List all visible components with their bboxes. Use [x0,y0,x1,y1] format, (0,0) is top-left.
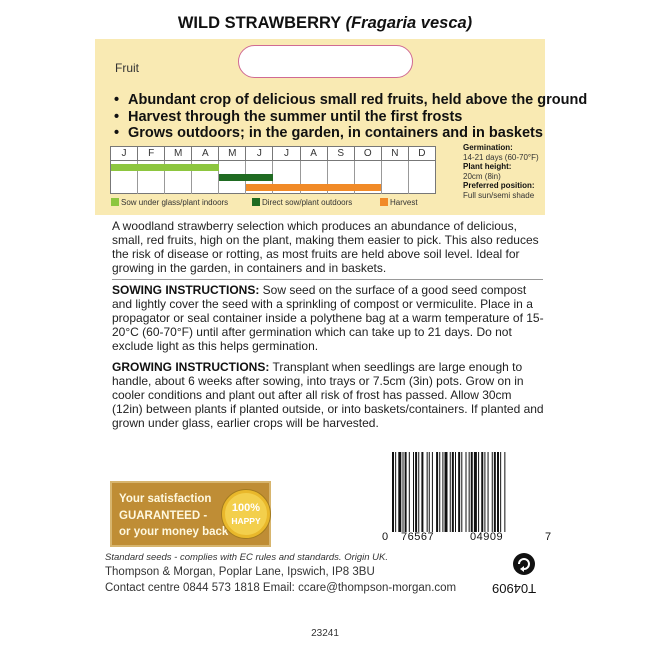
calendar-bar [246,184,381,191]
product-code: T04909 [492,581,537,596]
barcode-bar [429,452,430,532]
legend-swatch [380,198,388,206]
print-number: 23241 [311,628,339,639]
barcode-bar [455,452,456,532]
recycle-icon [513,553,535,575]
feature-item: • Harvest through the summer until the first frosts [114,109,587,126]
month-column [382,161,409,194]
position-label: Preferred position: [463,181,535,190]
legend-swatch [252,198,260,206]
company-address: Thompson & Morgan, Poplar Lane, Ipswich, IP8 3BU [105,566,375,578]
barcode-bar [452,452,454,532]
sowing-heading: SOWING INSTRUCTIONS: [112,283,260,297]
category-label: Fruit [115,61,139,75]
barcode-bar [415,452,417,532]
contact-details: Contact centre 0844 573 1818 Email: ccare@thompson-morgan.com [105,582,457,594]
barcode-bar [500,452,501,532]
month-column [409,161,435,194]
barcode-bar [427,452,428,532]
barcode-digits-left: 76567 [401,531,435,543]
barcode-bar [471,452,473,532]
legend-swatch [111,198,119,206]
guarantee-text: Your satisfaction GUARANTEED - or your money back [119,493,229,538]
product-name: WILD STRAWBERRY [177,14,341,32]
height-label: Plant height: [463,162,512,171]
barcode [392,452,542,532]
height-value: 20cm (8in) [463,171,501,181]
barcode-digit-check: 7 [545,531,552,543]
barcode-bar [409,452,410,532]
barcode-bar [458,452,460,532]
month-label: M [165,147,192,160]
barcode-bar [442,452,443,532]
blank-label-oval [238,45,413,78]
sowing-calendar [110,146,436,194]
barcode-bar [432,452,433,532]
barcode-bar [497,452,499,532]
feature-item: • Grows outdoors; in the garden, in containers and in baskets [114,125,587,142]
barcode-bar [418,452,419,532]
barcode-bar [461,452,462,532]
barcode-bar [436,452,438,532]
sowing-instructions [112,283,544,353]
month-label: N [382,147,409,160]
month-label: A [301,147,328,160]
month-label: D [418,148,426,159]
barcode-bar [450,452,451,532]
product-title [0,14,650,33]
month-label: J [111,147,138,160]
month-label: J [273,147,300,160]
barcode-bar [413,452,414,532]
divider [112,279,543,280]
month-label: M [219,147,246,160]
barcode-bar [403,452,404,532]
month-label: A [192,147,219,160]
barcode-digit-lead: 0 [382,531,389,543]
barcode-digits-right: 04909 [470,531,504,543]
legend-harvest: Harvest [380,198,418,207]
satisfaction-guarantee [110,481,271,547]
happy-seal-icon: 100% HAPPY [222,490,270,538]
barcode-bar [466,452,467,532]
latin-name: (Fragaria vesca) [345,14,473,32]
barcode-bar [405,452,407,532]
barcode-bar [494,452,496,532]
growing-info [463,143,548,200]
barcode-bar [439,452,440,532]
calendar-months [111,147,435,161]
barcode-bar [504,452,505,532]
position-value: Full sun/semi shade [463,190,535,200]
barcode-bar [445,452,448,532]
growing-text: Transplant when seedlings are large enough to handle, about 6 weeks after sowing, into trays or 7.5cm (3in) pots. Grow on in cooler conditions and plant out after all risk of frost has passed. Allow 30cm (12in) between plants if planted outside, or into baskets/containers. If planted and grown under glass, earlier crops will be harvested. [112,360,544,430]
legend-sow-indoors: Sow under glass/plant indoors [111,198,228,207]
barcode-bar [484,452,485,532]
germination-value: 14-21 days (60-70°F) [463,152,539,162]
barcode-bar [395,452,396,532]
calendar-bar [219,174,273,181]
barcode-bar [474,452,477,532]
growing-heading: GROWING INSTRUCTIONS: [112,360,270,374]
barcode-bar [398,452,401,532]
product-description: A woodland strawberry selection which produces an abundance of delicious, small, red fruits, high on the plant, making them easier to pick. This also reduces the risk of disease or rotting, as most fruits are held above soil level. Ideal for growing in the garden, in containers and in baskets. [112,219,539,275]
barcode-bar [478,452,479,532]
month-label: O [355,147,382,160]
feature-item: • Abundant crop of delicious small red fruits, held above the ground [114,92,587,109]
month-label: J [246,147,273,160]
growing-instructions [112,360,544,430]
germination-label: Germination: [463,143,513,152]
sowing-text: Sow seed on the surface of a good seed compost and lightly cover the seed with a sprinkling of compost or vermiculite. Place in a propagator or seal container inside a polythene bag at a warm temperature of 15-20°C (60-70°F) until after germination which can take up to 21 days. Do not exclude light as this helps germination. [112,283,544,353]
calendar-bar [111,164,219,171]
barcode-bar [392,452,394,532]
barcode-bar [492,452,493,532]
barcode-bar [481,452,483,532]
barcode-bar [488,452,489,532]
month-label: F [138,147,165,160]
barcode-bar [421,452,423,532]
feature-list [114,92,587,142]
standards-note: Standard seeds - complies with EC rules and standards. Origin UK. [105,552,389,563]
barcode-bar [469,452,470,532]
month-label: S [328,147,355,160]
legend-sow-outdoors: Direct sow/plant outdoors [252,198,352,207]
